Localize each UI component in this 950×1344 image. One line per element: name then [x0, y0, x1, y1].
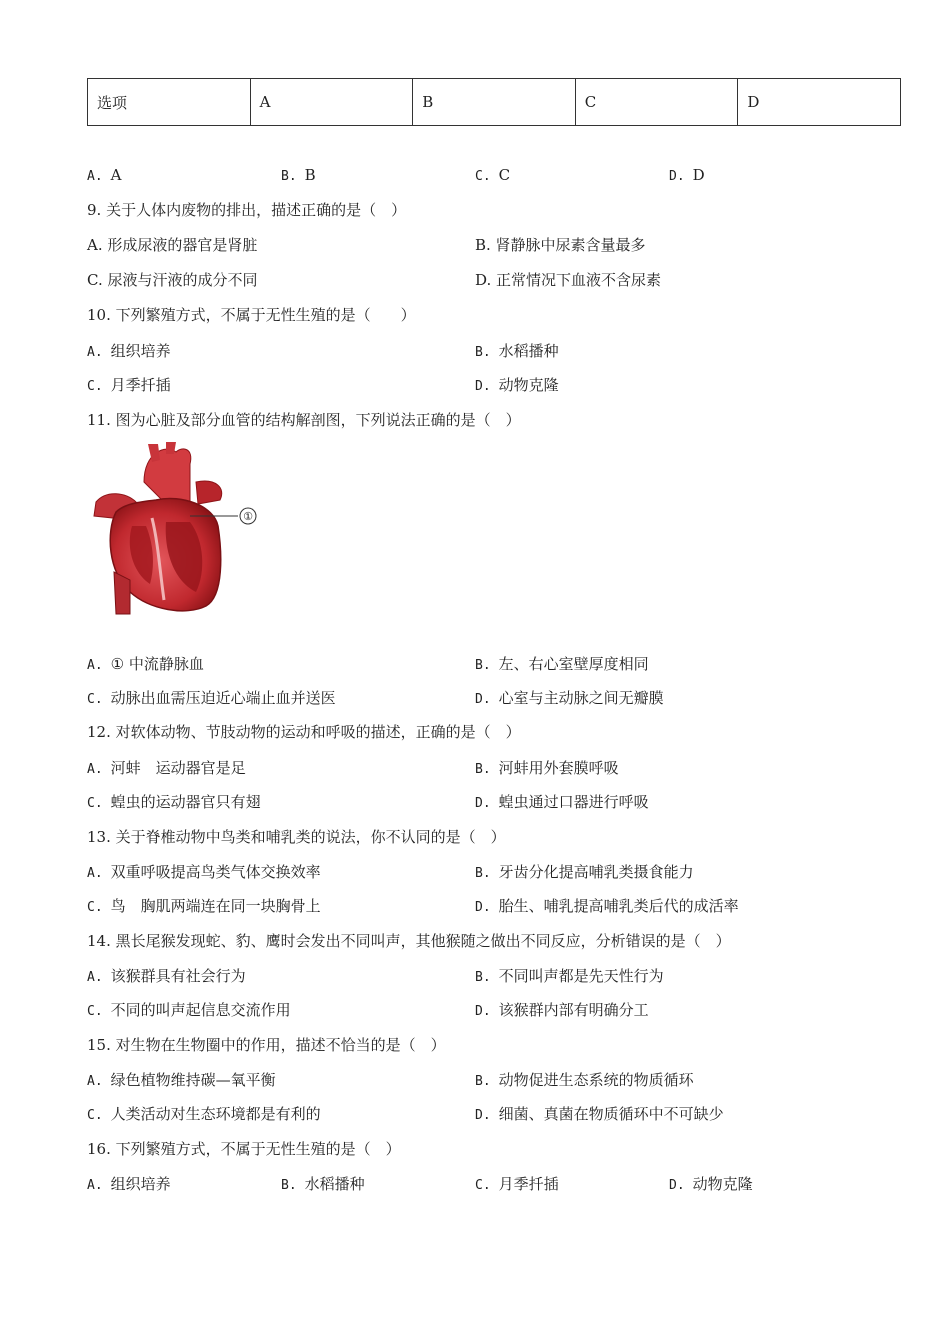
q12-option-d[interactable]: D. 蝗虫通过口器进行呼吸	[475, 793, 649, 811]
q10-option-d[interactable]: D. 动物克隆	[475, 376, 559, 394]
q13-option-a[interactable]: A. 双重呼吸提高鸟类气体交换效率	[87, 863, 321, 881]
q8-option-d[interactable]: D. D	[669, 166, 705, 184]
q13-stem: 13. 关于脊椎动物中鸟类和哺乳类的说法，你不认同的是（ ）	[87, 828, 506, 846]
q14-option-d[interactable]: D. 该猴群内部有明确分工	[475, 1001, 649, 1019]
table-cell-d: D	[738, 79, 901, 126]
table-header-cell: 选项	[88, 79, 251, 126]
table-cell-b: B	[413, 79, 576, 126]
q12-option-a[interactable]: A. 河蚌 运动器官是足	[87, 759, 246, 777]
table-cell-c: C	[575, 79, 738, 126]
q13-option-b[interactable]: B. 牙齿分化提高哺乳类摄食能力	[475, 863, 694, 881]
q10-option-a[interactable]: A. 组织培养	[87, 342, 171, 360]
options-table	[87, 78, 901, 126]
q14-option-c[interactable]: C. 不同的叫声起信息交流作用	[87, 1001, 291, 1019]
q15-option-c[interactable]: C. 人类活动对生态环境都是有利的	[87, 1105, 321, 1123]
q8-option-a[interactable]: A. A	[87, 166, 122, 184]
q16-option-a[interactable]: A. 组织培养	[87, 1175, 171, 1193]
q16-stem: 16. 下列繁殖方式，不属于无性生殖的是（ ）	[87, 1140, 401, 1158]
q12-option-b[interactable]: B. 河蚌用外套膜呼吸	[475, 759, 619, 777]
table-row	[88, 79, 901, 126]
q14-option-a[interactable]: A. 该猴群具有社会行为	[87, 967, 246, 985]
q9-option-d[interactable]: D. 正常情况下血液不含尿素	[475, 271, 662, 289]
q15-option-d[interactable]: D. 细菌、真菌在物质循环中不可缺少	[475, 1105, 724, 1123]
q10-option-c[interactable]: C. 月季扦插	[87, 376, 171, 394]
q16-option-c[interactable]: C. 月季扦插	[475, 1175, 559, 1193]
q11-option-d[interactable]: D. 心室与主动脉之间无瓣膜	[475, 689, 664, 707]
q9-option-b[interactable]: B. 肾静脉中尿素含量最多	[475, 236, 646, 254]
q15-option-b[interactable]: B. 动物促进生态系统的物质循环	[475, 1071, 694, 1089]
q11-stem: 11. 图为心脏及部分血管的结构解剖图，下列说法正确的是（ ）	[87, 411, 521, 429]
q13-option-d[interactable]: D. 胎生、哺乳提高哺乳类后代的成活率	[475, 897, 739, 915]
q8-option-b[interactable]: B. B	[281, 166, 316, 184]
q13-option-c[interactable]: C. 鸟 胸肌两端连在同一块胸骨上	[87, 897, 321, 915]
q16-option-d[interactable]: D. 动物克隆	[669, 1175, 753, 1193]
q10-option-b[interactable]: B. 水稻播种	[475, 342, 559, 360]
q14-option-b[interactable]: B. 不同叫声都是先天性行为	[475, 967, 664, 985]
q12-stem: 12. 对软体动物、节肢动物的运动和呼吸的描述，正确的是（ ）	[87, 723, 521, 741]
q15-stem: 15. 对生物在生物圈中的作用，描述不恰当的是（ ）	[87, 1036, 446, 1054]
q11-option-c[interactable]: C. 动脉出血需压迫近心端止血并送医	[87, 689, 336, 707]
q14-stem: 14. 黑长尾猴发现蛇、豹、鹰时会发出不同叫声，其他猴随之做出不同反应，分析错误的是（ ）	[87, 932, 731, 950]
q10-stem: 10. 下列繁殖方式，不属于无性生殖的是（ ）	[87, 306, 416, 324]
q11-option-b[interactable]: B. 左、右心室壁厚度相同	[475, 655, 649, 673]
table-cell-a: A	[250, 79, 413, 126]
heart-label-1: ①	[243, 510, 253, 523]
q9-option-a[interactable]: A. 形成尿液的器官是肾脏	[87, 236, 258, 254]
q9-stem: 9. 关于人体内废物的排出，描述正确的是（ ）	[87, 201, 407, 219]
q8-option-c[interactable]: C. C	[475, 166, 511, 184]
q12-option-c[interactable]: C. 蝗虫的运动器官只有翅	[87, 793, 261, 811]
q16-option-b[interactable]: B. 水稻播种	[281, 1175, 365, 1193]
q15-option-a[interactable]: A. 绿色植物维持碳—氧平衡	[87, 1071, 276, 1089]
heart-diagram	[86, 442, 260, 616]
q9-option-c[interactable]: C. 尿液与汗液的成分不同	[87, 271, 258, 289]
q11-option-a[interactable]: A. ① 中流静脉血	[87, 655, 204, 673]
